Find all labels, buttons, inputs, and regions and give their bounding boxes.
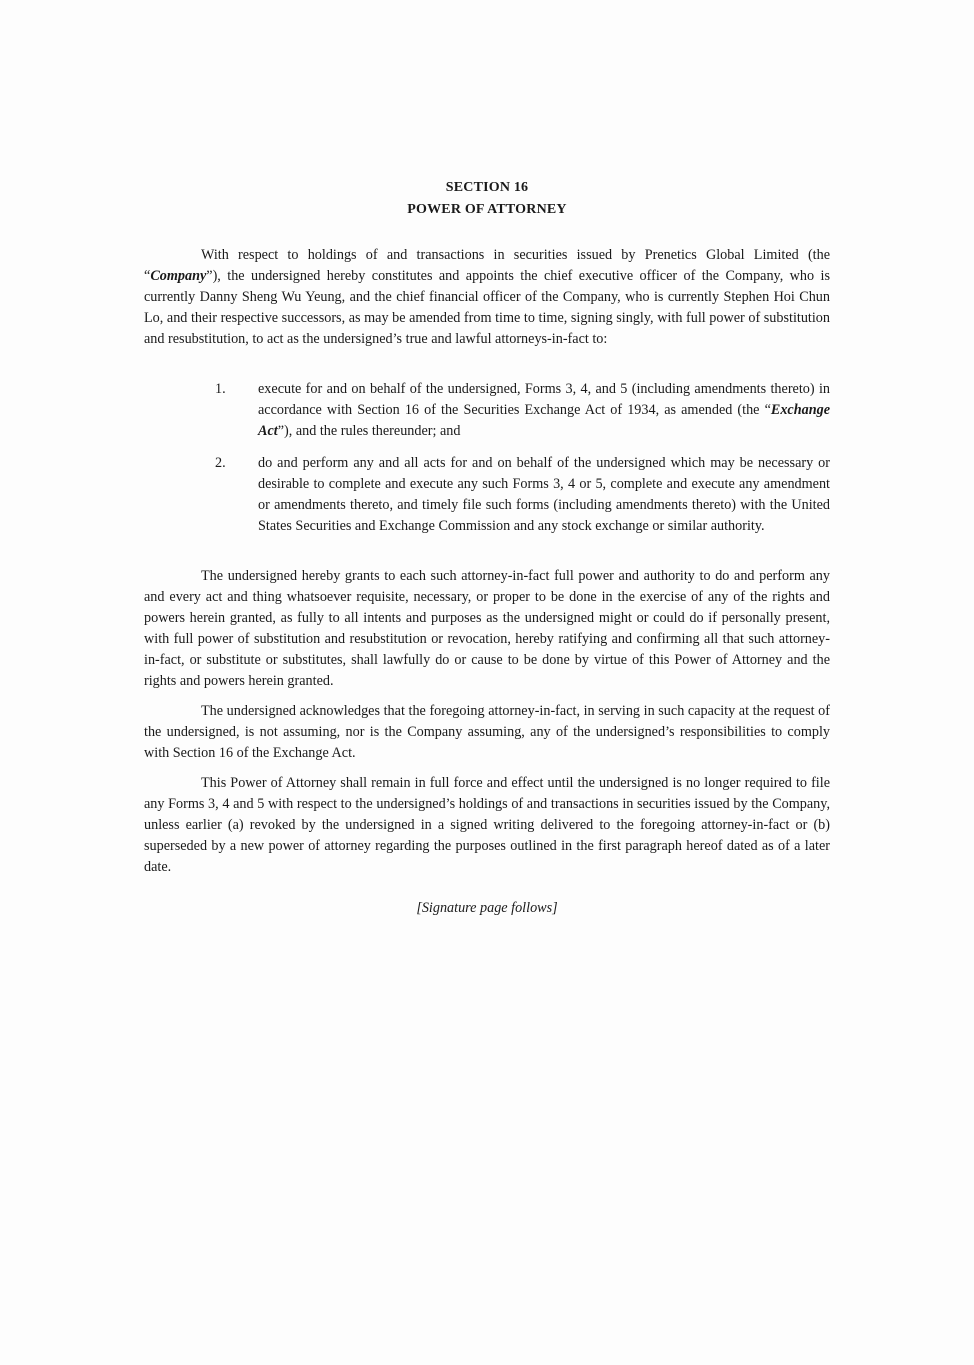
- section-heading: SECTION 16: [445, 180, 529, 195]
- list-item-1: [215, 379, 830, 442]
- list-item-1-number: 1.: [215, 381, 226, 397]
- list-item-1-text-a: execute for and on behalf of the undersigned, Forms 3, 4, and 5 (including amendments thereto) in accordance with Section 16 of the Securities Exchange Act of 1934, as amended (the “: [258, 381, 830, 418]
- list-item-1-text-b: ”), and the rules thereunder; and: [277, 423, 461, 439]
- list-item-2: [215, 453, 830, 537]
- defined-term-exchange-act: Exchange Act: [258, 402, 830, 439]
- document-title: POWER OF ATTORNEY: [407, 202, 567, 217]
- paragraph-grant-of-authority: The undersigned hereby grants to each such attorney-in-fact full power and authority to do and perform any and every act and thing whatsoever requisite, necessary, or proper to be done in the exercise of any of the rights and powers herein granted, as fully to all intents and purposes as the undersigned might or could do if personally present, with full power of substitution and resubstitution or revocation, hereby ratifying and confirming all that such attorney-in-fact, or substitute or substitutes, shall lawfully do or cause to be done by virtue of this Power of Attorney and the rights and powers herein granted.: [144, 568, 830, 689]
- list-item-2-number: 2.: [215, 455, 226, 471]
- paragraph-acknowledgement: The undersigned acknowledges that the foregoing attorney-in-fact, in serving in such capacity at the request of the undersigned, is not assuming, nor is the Company assuming, any of the undersigned’s responsibilities to comply with Section 16 of the Exchange Act.: [144, 703, 830, 761]
- list-item-2-text: do and perform any and all acts for and on behalf of the undersigned which may be necessary or desirable to complete and execute any such Forms 3, 4 or 5, complete and execute any amendment or amendments thereto, and timely file such forms (including amendments thereto) with the United States Securities and Exchange Commission and any stock exchange or similar authority.: [258, 455, 830, 534]
- signature-page-note: [Signature page follows]: [416, 900, 558, 916]
- list-item-1-text: [258, 379, 830, 442]
- paragraph-duration: This Power of Attorney shall remain in full force and effect until the undersigned is no longer required to file any Forms 3, 4 and 5 with respect to the undersigned’s holdings of and transactions in securities issued by the Company, unless earlier (a) revoked by the undersigned in a signed writing delivered to the foregoing attorney-in-fact or (b) superseded by a new power of attorney regarding the purposes outlined in the first paragraph hereof dated as of a later date.: [144, 775, 830, 875]
- paragraph-appointment-text-a: With respect to holdings of and transactions in securities issued by Prenetics Global Limited (the “: [144, 247, 830, 284]
- defined-term-company: Company: [150, 268, 207, 284]
- paragraph-appointment: [144, 245, 830, 350]
- paragraph-appointment-text-b: ”), the undersigned hereby constitutes and appoints the chief executive officer of the Company, who is currently Danny Sheng Wu Yeung, and the chief financial officer of the Company, who is currently Stephen Hoi Chun Lo, and their respective successors, as may be amended from time to time, signing singly, with full power of substitution and resubstitution, to act as the undersigned’s true and lawful attorneys-in-fact to:: [144, 268, 830, 347]
